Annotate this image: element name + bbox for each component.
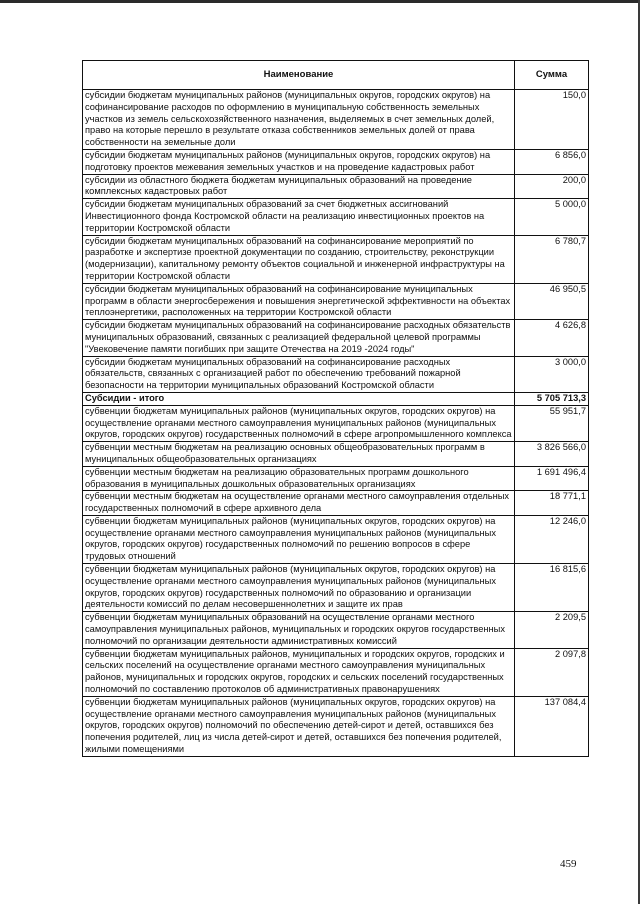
table-row [83, 466, 589, 491]
table-row [83, 90, 589, 150]
table-row [83, 515, 589, 563]
row-name-cell: субвенции бюджетам муниципальных районов (муниципальных округов, городских округов) на осуществление органами местного самоуправления муниципальных районов (муниципальных округов, городских округов) полномочий по обеспечению детей-сирот и детей, оставшихся без попечения родителей, лиц из числа детей-сирот и детей, оставшихся без попечения родителей, жилыми помещениями [83, 696, 515, 756]
table-header-row [83, 61, 589, 90]
row-sum-cell: 6 856,0 [515, 149, 589, 174]
row-sum-cell: 3 826 566,0 [515, 442, 589, 467]
table-body [83, 90, 589, 757]
table-row [83, 356, 589, 392]
row-sum-cell: 55 951,7 [515, 405, 589, 441]
row-name-cell: субвенции бюджетам муниципальных районов (муниципальных округов, городских округов) на осуществление органами местного самоуправления муниципальных районов (муниципальных округов, городских округов) государственных полномочий по решению вопросов в сфере трудовых отношений [83, 515, 515, 563]
row-sum-cell: 3 000,0 [515, 356, 589, 392]
row-name-cell: субвенции бюджетам муниципальных образований на осуществление органами местного самоуправления муниципальных районов, муниципальных и городских округов государственных полномочий по организации деятельности административных комиссий [83, 612, 515, 648]
table-row [83, 696, 589, 756]
row-sum-cell: 200,0 [515, 174, 589, 199]
row-name-cell: субсидии бюджетам муниципальных образований на софинансирование расходных обязательств муниципальных образований, связанных с реализацией федеральной целевой программы "Увековечение памяти погибших при защите Отечества на 2019 -2024 годы" [83, 320, 515, 356]
row-name-cell: субсидии бюджетам муниципальных образований на софинансирование мероприятий по разработке и экспертизе проектной документации по созданию, строительству, реконструкции (модернизации), капитальному ремонту объектов социальной и инженерной инфраструктуры на территории Костромской области [83, 235, 515, 283]
table-row [83, 283, 589, 319]
row-sum-cell: 16 815,6 [515, 564, 589, 612]
row-name-cell: субсидии бюджетам муниципальных образований на софинансирование муниципальных программ в области энергосбережения и повышения энергетической эффективности на объектах теплоэнергетики, расположенных на территории Костромской области [83, 283, 515, 319]
row-name-cell: субвенции бюджетам муниципальных районов (муниципальных округов, городских округов) на осуществление органами местного самоуправления муниципальных районов (муниципальных округов, городских округов) государственных полномочий по образованию и организации деятельности комиссий по делам несовершеннолетних и защите их прав [83, 564, 515, 612]
row-sum-cell: 1 691 496,4 [515, 466, 589, 491]
table-row [83, 491, 589, 516]
row-sum-cell: 150,0 [515, 90, 589, 150]
row-sum-cell: 2 097,8 [515, 648, 589, 696]
total-row [83, 392, 589, 405]
table-row [83, 648, 589, 696]
row-name-cell: субсидии бюджетам муниципальных образований за счет бюджетных ассигнований Инвестиционного фонда Костромской области на реализацию инвестиционных проектов на территории Костромской области [83, 199, 515, 235]
row-sum-cell: 12 246,0 [515, 515, 589, 563]
row-sum-cell: 18 771,1 [515, 491, 589, 516]
row-sum-cell: 6 780,7 [515, 235, 589, 283]
row-name-cell: субвенции местным бюджетам на реализацию образовательных программ дошкольного образования в муниципальных дошкольных образовательных организациях [83, 466, 515, 491]
row-name-cell: субсидии из областного бюджета бюджетам муниципальных образований на проведение комплексных кадастровых работ [83, 174, 515, 199]
row-name-cell: субсидии бюджетам муниципальных районов (муниципальных округов, городских округов) на подготовку проектов межевания земельных участков и на проведение кадастровых работ [83, 149, 515, 174]
row-name-cell: Субсидии - итого [83, 392, 515, 405]
table-row [83, 149, 589, 174]
row-name-cell: субвенции местным бюджетам на осуществление органами местного самоуправления отдельных государственных полномочий в сфере архивного дела [83, 491, 515, 516]
table-row [83, 235, 589, 283]
table-row [83, 442, 589, 467]
row-sum-cell: 2 209,5 [515, 612, 589, 648]
row-sum-cell: 4 626,8 [515, 320, 589, 356]
row-name-cell: субвенции местным бюджетам на реализацию основных общеобразовательных программ в муниципальных общеобразовательных организациях [83, 442, 515, 467]
row-sum-cell: 137 084,4 [515, 696, 589, 756]
row-name-cell: субвенции бюджетам муниципальных районов (муниципальных округов, городских округов) на осуществление органами местного самоуправления муниципальных районов (муниципальных округов, городских округов) государственных полномочий в сфере агропромышленного комплекса [83, 405, 515, 441]
column-header-name: Наименование [83, 61, 515, 90]
row-name-cell: субвенции бюджетам муниципальных районов, муниципальных и городских округов, городских и сельских поселений на осуществление органами местного самоуправления муниципальных районов, муниципальных и городских округов, городских и сельских поселений государственных полномочий по составлению протоколов об административных правонарушениях [83, 648, 515, 696]
scan-top-edge [0, 0, 640, 3]
budget-table [82, 60, 589, 757]
page-number: 459 [560, 858, 577, 870]
row-sum-cell: 5 000,0 [515, 199, 589, 235]
row-name-cell: субсидии бюджетам муниципальных образований на софинансирование расходных обязательств, связанных с организацией работ по обеспечению требований пожарной безопасности на территории муниципальных образований Костромской области [83, 356, 515, 392]
table-row [83, 320, 589, 356]
column-header-sum: Сумма [515, 61, 589, 90]
table-row [83, 199, 589, 235]
row-sum-cell: 5 705 713,3 [515, 392, 589, 405]
table-row [83, 174, 589, 199]
table-row [83, 405, 589, 441]
table-row [83, 612, 589, 648]
table-row [83, 564, 589, 612]
row-name-cell: субсидии бюджетам муниципальных районов (муниципальных округов, городских округов) на софинансирование расходов по оформлению в муниципальную собственность земельных участков из земель сельскохозяйственного назначения, выделяемых в счет земельных долей, право на которые перешло в результате отказа собственников земельных долей от права собственности на земельные доли [83, 90, 515, 150]
row-sum-cell: 46 950,5 [515, 283, 589, 319]
